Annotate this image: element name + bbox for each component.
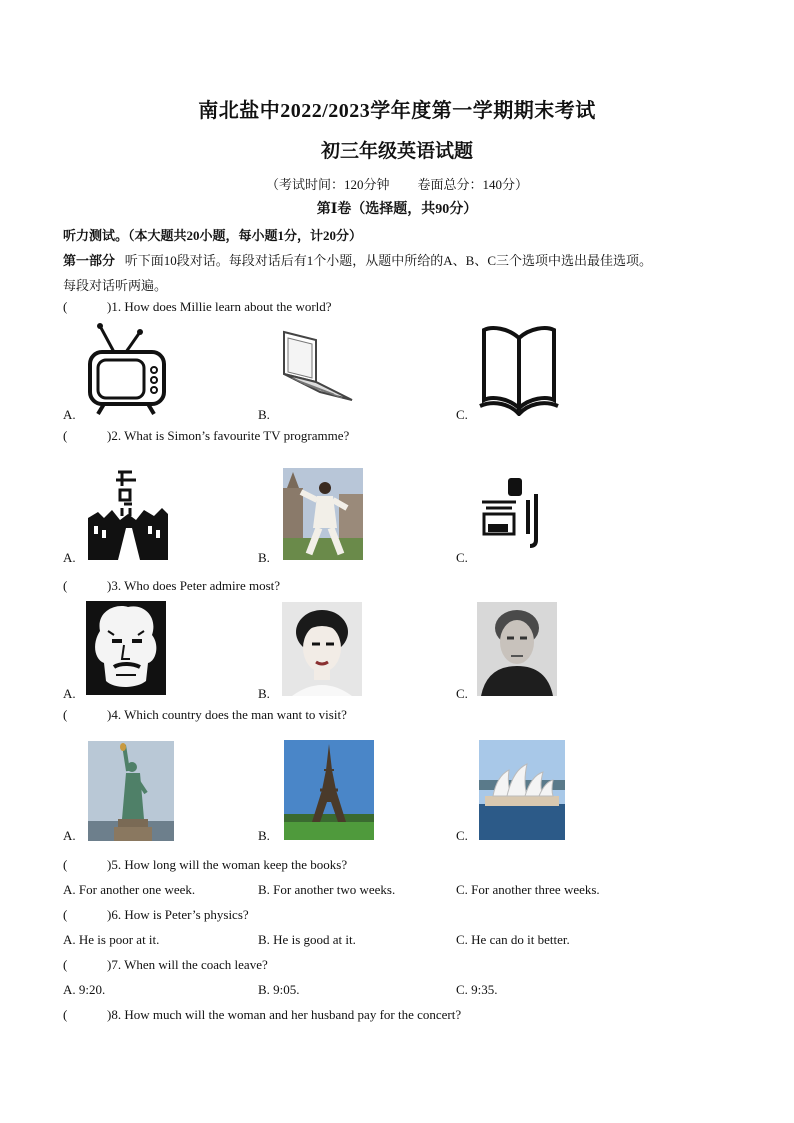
exam-time: （考试时间：120分钟	[265, 177, 390, 192]
exam-score: 卷面总分：140分）	[417, 177, 529, 192]
kungfu-photo	[283, 468, 363, 560]
question-7	[63, 957, 268, 973]
question-stem: )2. What is Simon’s favourite TV programme?	[107, 428, 350, 443]
eiffel-tower	[284, 740, 374, 840]
question-stem: )5. How long will the woman keep the books?	[107, 857, 348, 872]
section-title: 第Ⅰ卷（选择题，共90分）	[316, 202, 478, 217]
answer-blank: (	[63, 957, 68, 972]
option-c-label: C.	[456, 828, 468, 843]
option-c: C. For another three weeks.	[456, 882, 600, 897]
option-b: B. 9:05.	[258, 982, 300, 997]
option-a: A. 9:20.	[63, 982, 106, 997]
option-b: B. He is good at it.	[258, 932, 356, 947]
sydney-opera-house	[479, 740, 565, 840]
answer-blank: (	[63, 428, 68, 443]
option-a: A. For another one week.	[63, 882, 196, 897]
answer-blank: (	[63, 1007, 68, 1022]
answer-blank: (	[63, 857, 68, 872]
question-3	[63, 578, 280, 594]
answer-blank: (	[63, 578, 68, 593]
scientist-portrait	[86, 601, 166, 695]
instruction-line-2: 每段对话听两遍。	[63, 278, 168, 293]
option-a-label: A.	[63, 686, 76, 701]
question-stem: )4. Which country does the man want to visit?	[107, 707, 347, 722]
part-label: 第一部分	[63, 253, 116, 268]
option-a-label: A.	[63, 407, 76, 422]
question-stem: )3. Who does Peter admire most?	[107, 578, 281, 593]
question-stem: )1. How does Millie learn about the world?	[107, 299, 332, 314]
documentary-poster	[88, 468, 168, 560]
question-5	[63, 857, 347, 873]
option-c: C. He can do it better.	[456, 932, 570, 947]
listening-heading: 听力测试。（本大题共20小题，每小题1分，计20分）	[63, 228, 363, 243]
question-stem: )6. How is Peter’s physics?	[107, 907, 249, 922]
book-icon	[478, 324, 560, 416]
answer-blank: (	[63, 707, 68, 722]
comedy-logo	[478, 476, 550, 548]
option-b-label: B.	[258, 550, 270, 565]
instruction-line-1: 听下面10段对话。每段对话后有1个小题，从题中所给的A、B、C三个选项中选出最佳选项。	[124, 253, 652, 268]
option-c: C. 9:35.	[456, 982, 498, 997]
option-b: B. For another two weeks.	[258, 882, 396, 897]
answer-blank: (	[63, 907, 68, 922]
question-4	[63, 707, 347, 723]
laptop-icon	[282, 330, 354, 410]
question-stem: )8. How much will the woman and her husband pay for the concert?	[107, 1007, 462, 1022]
woman-scientist-portrait	[477, 602, 557, 696]
option-c-label: C.	[456, 550, 468, 565]
tv-icon	[86, 322, 168, 416]
option-b-label: B.	[258, 407, 270, 422]
question-8	[63, 1007, 461, 1023]
question-1	[63, 299, 332, 315]
answer-blank: (	[63, 299, 68, 314]
question-6	[63, 907, 249, 923]
question-2	[63, 428, 349, 444]
option-a-label: A.	[63, 550, 76, 565]
question-stem: )7. When will the coach leave?	[107, 957, 268, 972]
option-b-label: B.	[258, 828, 270, 843]
exam-info	[0, 174, 794, 193]
exam-title: 南北盐中2022/2023学年度第一学期期末考试	[198, 100, 596, 122]
statue-of-liberty	[88, 741, 174, 841]
option-a-label: A.	[63, 828, 76, 843]
actress-portrait	[282, 602, 362, 696]
option-b-label: B.	[258, 686, 270, 701]
option-a: A. He is poor at it.	[63, 932, 160, 947]
option-c-label: C.	[456, 686, 468, 701]
option-c-label: C.	[456, 407, 468, 422]
exam-subtitle: 初三年级英语试题	[320, 141, 473, 162]
part-instruction	[63, 250, 652, 269]
